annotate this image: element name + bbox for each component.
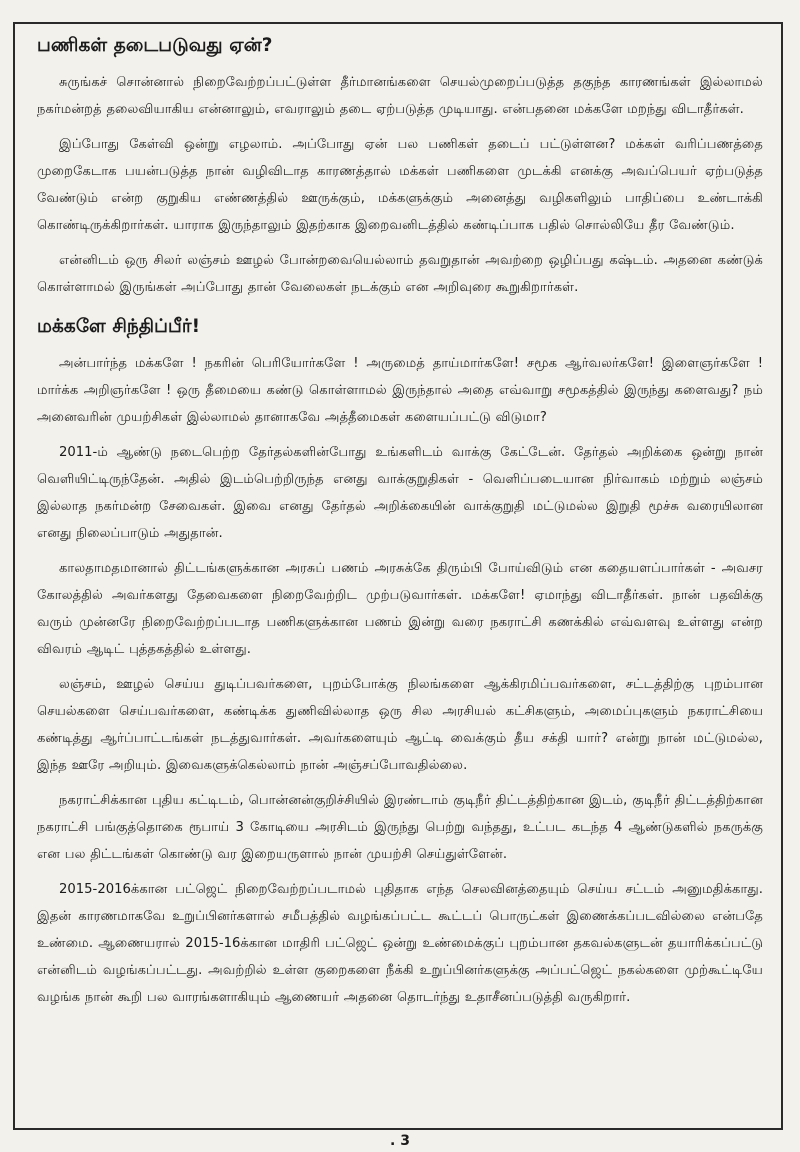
paragraph: இப்போது கேள்வி ஒன்று எழலாம். அப்போது ஏன் பல பணிகள் தடைப் பட்டுள்ளன? மக்கள் வரிப்பணத்தை முறைகேடாக பயன்படுத்த நான் வழிவிடாத காரணத்தால் மக்கள் பணிகளை முடக்கி எனக்கு அவப்பெயர் ஏற்படுத்த வேண்டும் என்ற குறுகிய எண்ணத்தில் ஊருக்கும், மக்களுக்கும் அனைத்து வழிகளிலும் பாதிப்பை உண்டாக்கி கொண்டிருக்கிறார்கள். யாராக இருந்தாலும் இதற்காக இறைவனிடத்தில் கண்டிப்பாக பதில் சொல்லியே தீர வேண்டும். [37, 137, 763, 234]
paragraph: காலதாமதமானால் திட்டங்களுக்கான அரசுப் பணம் அரசுக்கே திரும்பி போய்விடும் என கதையளப்பார்கள் - அவசர கோலத்தில் அவர்களது தேவைகளை நிறைவேற்றிட முற்படுவார்கள். மக்களே! ஏமாந்து விடாதீர்கள். நான் பதவிக்கு வரும் முன்னரே நிறைவேற்றப்படாத பணிகளுக்கான பணம் இன்று வரை நகராட்சி கணக்கில் எவ்வளவு உள்ளது என்ற விவரம் ஆடிட் புத்தகத்தில் உள்ளது. [37, 561, 763, 658]
paragraph: நகராட்சிக்கான புதிய கட்டிடம், பொன்னன்குறிச்சியில் இரண்டாம் குடிநீர் திட்டத்திற்கான இடம், குடிநீர் திட்டத்திற்கான நகராட்சி பங்குத்தொகை ரூபாய் 3 கோடியை அரசிடம் இருந்து பெற்று வந்தது, உட்பட கடந்த 4 ஆண்டுகளில் நகருக்கு என பல திட்டங்கள் கொண்டு வர இறையருளால் நான் முயற்சி செய்துள்ளேன். [37, 793, 763, 863]
heading-people-think: மக்களே சிந்திப்பீர்! [37, 316, 201, 338]
page-frame [13, 22, 783, 1130]
paragraph: சுருங்கச் சொன்னால் நிறைவேற்றப்பட்டுள்ள தீர்மானங்களை செயல்முறைப்படுத்த தகுந்த காரணங்கள் இல்லாமல் நகர்மன்றத் தலைவியாகிய என்னாலும், எவராலும் தடை ஏற்படுத்த முடியாது. என்பதனை மக்களே மறந்து விடாதீர்கள். [37, 75, 763, 118]
paragraph: என்னிடம் ஒரு சிலர் லஞ்சம் ஊழல் போன்றவையெல்லாம் தவறுதான் அவற்றை ஒழிப்பது கஷ்டம். அதனை கண்டுக் கொள்ளாமல் இருங்கள் அப்போது தான் வேலைகள் நடக்கும் என அறிவுரை கூறுகிறார்கள். [37, 253, 763, 296]
page-number: . 3 [390, 1133, 410, 1149]
paragraph: லஞ்சம், ஊழல் செய்ய துடிப்பவர்களை, புறம்போக்கு நிலங்களை ஆக்கிரமிப்பவர்களை, சட்டத்திற்கு புறம்பான செயல்களை செய்பவர்களை, கண்டிக்க துணிவில்லாத ஒரு சில அரசியல் கட்சிகளும், அமைப்புகளும் நகராட்சியை கண்டித்து ஆர்ப்பாட்டங்கள் நடத்துவார்கள். அவர்களையும் ஆட்டி வைக்கும் தீய சக்தி யார்? என்று நான் மட்டுமல்ல, இந்த ஊரே அறியும். இவைகளுக்கெல்லாம் நான் அஞ்சப்போவதில்லை. [37, 677, 763, 774]
heading-why-works-stalled: பணிகள் தடைபடுவது ஏன்? [37, 35, 273, 56]
paragraph: 2011-ம் ஆண்டு நடைபெற்ற தேர்தல்களின்போது உங்களிடம் வாக்கு கேட்டேன். தேர்தல் அறிக்கை ஒன்று நான் வெளியிட்டிருந்தேன். அதில் இடம்பெற்றிருந்த எனது வாக்குறுதிகள் - வெளிப்படையான நிர்வாகம் மற்றும் லஞ்சம் இல்லாத நகர்மன்ற சேவைகள். இவை எனது தேர்தல் அறிக்கையின் வாக்குறுதி மட்டுமல்ல இறுதி மூச்சு வரையிலான எனது நிலைப்பாடும் அதுதான். [37, 445, 763, 542]
paragraph: 2015-2016க்கான பட்ஜெட் நிறைவேற்றப்படாமல் புதிதாக எந்த செலவினத்தையும் செய்ய சட்டம் அனுமதிக்காது. இதன் காரணமாகவே உறுப்பினர்களால் சமீபத்தில் வழங்கப்பட்ட கூட்டப் பொருட்கள் இணைக்கப்படவில்லை என்பதே உண்மை. ஆணையரால் 2015-16க்கான மாதிரி பட்ஜெட் ஒன்று உண்மைக்குப் புறம்பான தகவல்களுடன் தயாரிக்கப்பட்டு என்னிடம் வழங்கப்பட்டது. அவற்றில் உள்ள குறைகளை நீக்கி உறுப்பினர்களுக்கு அப்பட்ஜெட் நகல்களை முற்கூட்டியே வழங்க நான் கூறி பல வாரங்களாகியும் ஆணையர் அதனை தொடர்ந்து உதாசீனப்படுத்தி வருகிறார். [37, 882, 763, 1006]
paragraph: அன்பார்ந்த மக்களே ! நகரின் பெரியோர்களே ! அருமைத் தாய்மார்களே! சமூக ஆர்வலர்களே! இளைஞர்களே ! மார்க்க அறிஞர்களே ! ஒரு தீமையை கண்டு கொள்ளாமல் இருந்தால் அதை எவ்வாறு சமூகத்தில் இருந்து களைவது? நம் அனைவரின் முயற்சிகள் இல்லாமல் தானாகவே அத்தீமைகள் களையப்பட்டு விடுமா? [37, 356, 763, 426]
